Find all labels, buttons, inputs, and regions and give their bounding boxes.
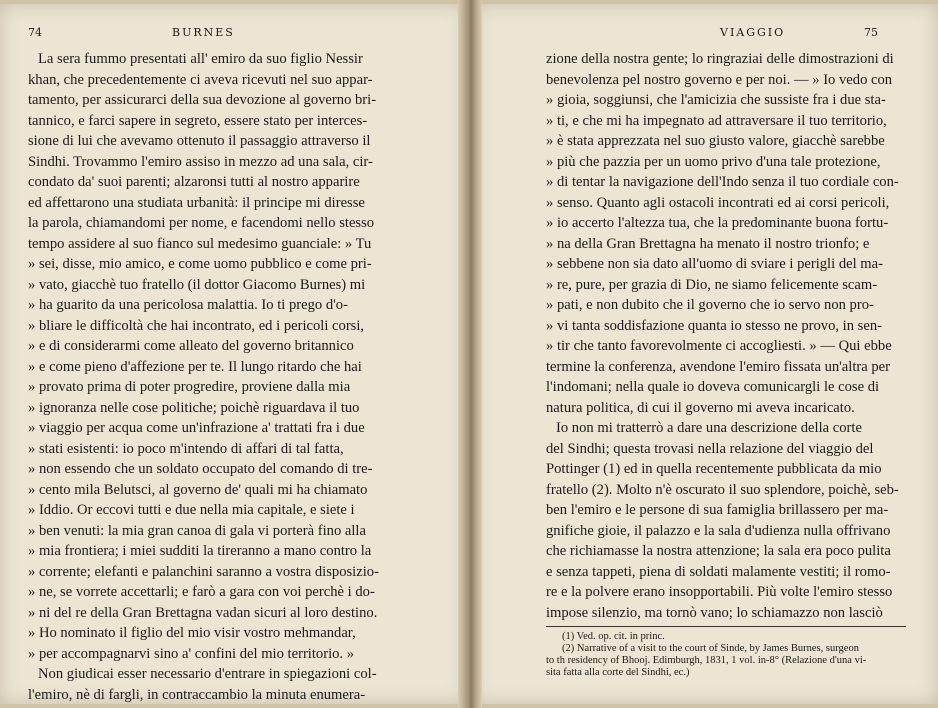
text-line: » ben venuti: la mia gran canoa di gala vi porterà fino alla (28, 522, 366, 539)
text-line: » re, pure, per grazia di Dio, ne siamo felicemente scam- (546, 276, 878, 293)
footnotes (546, 631, 936, 679)
text-line: » di tentar la navigazione dell'Indo senza il tuo cordiale con- (546, 174, 899, 190)
text-line: » ni del re della Gran Brettagna vadan sicuri al loro destino. (28, 604, 378, 621)
text-line: » Ho nominato il figlio del mio visir vostro mehmandar, (28, 625, 356, 641)
left-page (0, 4, 466, 704)
text-line: e senza tappeti, piena di soldati malamente vestiti; il romo- (546, 563, 891, 580)
text-line: condato da' suoi parenti; alzaronsi tutti al nostro apparire (28, 174, 360, 190)
text-line: » viaggio per acqua come un'infrazione a' trattati fra i due (28, 420, 365, 436)
text-line: khan, che precedentemente ci aveva ricevuti nel suo appar- (28, 71, 373, 88)
footnote: to th residency of Bhooj. Edimburgh, 1831, 1 vol. in-8° (Relazione d'una vi- (546, 655, 867, 666)
text-line: » tir che tanto favorevolmente ci accogliesti. » — Qui ebbe (546, 338, 892, 354)
text-line: Non giudicai esser necessario d'entrare in spiegazioni col- (38, 666, 377, 682)
text-line: » provato prima di poter progredire, proviene dalla mia (28, 379, 351, 395)
text-line: » vato, giacchè tuo fratello (il dottor Giacomo Burnes) mi (28, 276, 366, 293)
book-gutter (458, 0, 482, 708)
text-line: » na della Gran Brettagna ha menato il nostro trionfo; e (546, 235, 870, 252)
text-line: l'emiro, nè di fargli, in contraccambio la minuta enumera- (28, 686, 366, 703)
text-line: ben l'emiro e le persone di sua famiglia brillassero per ma- (546, 502, 889, 518)
text-line: Io non mi tratterrò a dare una descrizione della corte (556, 420, 862, 436)
text-line: termine la conferenza, avendone l'emiro fissata un'altra per (546, 358, 890, 375)
text-line: la parola, chiamandomi per nome, e facendomi nello stesso (28, 215, 375, 231)
footnote: (1) Ved. op. cit. in princ. (562, 631, 665, 642)
text-line: La sera fummo presentati all' emiro da suo figlio Nessir (38, 51, 363, 67)
text-line: » vi tanta soddisfazione quanta io stesso ne provo, in sen- (546, 317, 882, 334)
text-line: l'indomani; nella quale io doveva comunicargli le cose di (546, 379, 880, 395)
text-line: » sebbene non sia dato all'uomo di sviare i perigli del ma- (546, 256, 883, 272)
footnote: (2) Narrative of a visit to the court of Sinde, by James Burnes, surgeon (562, 643, 859, 654)
text-line: » pati, e non dubito che il governo che io servo non pro- (546, 297, 874, 313)
text-line: » sei, disse, mio amico, e come uomo pubblico e come pri- (28, 256, 372, 272)
text-line: benevolenza pel nostro governo e per noi. — » Io vedo con (546, 71, 893, 88)
text-line: Pottinger (1) ed in quella recentemente pubblicata da mio (546, 461, 882, 477)
page-number: 75 (864, 26, 878, 39)
text-line: » senso. Quanto agli ostacoli incontrati ed ai corsi pericoli, (546, 194, 890, 211)
running-head: BURNES (172, 26, 235, 39)
right-page (474, 4, 938, 704)
text-line: impose silenzio, ma tornò vano; lo schiamazzo non lasciò (546, 604, 883, 621)
text-line: » e di considerarmi come alleato del governo britannico (28, 338, 354, 354)
text-line: » Iddio. Or eccovi tutti e due nella mia capitale, e siete i (28, 502, 355, 518)
text-line: re e la polvere erano insopportabili. Più volte l'emiro stesso (546, 584, 893, 600)
text-line: ed affettarono una studiata urbanità: il principe mi diresse (28, 194, 365, 211)
text-line: » io accerto l'altezza tua, che la predominante buona fortu- (546, 215, 889, 231)
text-line: » non essendo che un soldato occupato del comando di tre- (28, 461, 373, 477)
text-line: » gioia, soggiunsi, che l'amicizia che sussiste fra i due sta- (546, 92, 886, 108)
text-line: natura politica, di cui il governo mi aveva incaricato. (546, 399, 855, 416)
footnote: sita fatta alla corte del Sindhi, ec.) (546, 667, 690, 678)
text-line: del Sindhi; questa trovasi nella relazione del viaggio del (546, 440, 874, 457)
body-text (546, 49, 938, 623)
text-line: Sindhi. Trovammo l'emiro assiso in mezzo ad una sala, cir- (28, 153, 373, 170)
text-line: sione di lui che avevamo ottenuto il passaggio attraverso il (28, 133, 371, 149)
text-line: zione della nostra gente; lo ringraziai delle dimostrazioni di (546, 51, 894, 67)
text-line: » è stata apprezzata nel suo giusto valore, giacchè sarebbe (546, 133, 885, 149)
text-line: che richiamasse la nostra attenzione; la sala era poco pulita (546, 543, 891, 559)
text-line: » e come pieno d'affezione per te. Il lungo ritardo che hai (28, 358, 362, 375)
text-line: » stati esistenti: io poco m'intendo di affari di tal fatta, (28, 440, 344, 457)
text-line: » ne, se vorrete accettarli; e farò a gara con voi perchè i do- (28, 584, 375, 600)
text-line: » per accompagnarvi sino a' confini del mio territorio. » (28, 645, 355, 662)
text-line: » corrente; elefanti e palanchini saranno a vostra disposizio- (28, 563, 379, 580)
body-text (28, 49, 420, 704)
text-line: tannico, e farci sapere in segreto, essere stato per interces- (28, 112, 368, 129)
text-line: » più che pazzia per un uomo privo d'una tale protezione, (546, 153, 881, 170)
text-line: » cento mila Belutsci, al governo de' quali mi ha chiamato (28, 481, 368, 498)
text-line: fratello (2). Molto n'è oscurato il suo splendore, poichè, seb- (546, 481, 899, 498)
footnote-rule (546, 626, 906, 627)
text-line: » bliare le difficoltà che hai incontrato, ed i pericoli corsi, (28, 317, 365, 334)
text-line: gnifiche gioie, il palazzo e la sala d'udienza nulla offrivano (546, 522, 891, 539)
page-number: 74 (28, 26, 42, 39)
text-line: » ha guarito da una pericolosa malattia. Io ti prego d'o- (28, 297, 348, 313)
text-line: tamento, per assicurarci della sua devozione al governo bri- (28, 92, 377, 108)
running-head: VIAGGIO (720, 26, 786, 39)
text-line: tempo assidere al suo fianco sul medesimo guanciale: » Tu (28, 235, 372, 252)
text-line: » mia frontiera; i miei sudditi la tireranno a mano contro la (28, 543, 372, 559)
text-line: » ti, e che mi ha impegnato ad attraversare il tuo territorio, (546, 112, 887, 129)
text-line: » ignoranza nelle cose politiche; poichè riguardava il tuo (28, 399, 360, 416)
